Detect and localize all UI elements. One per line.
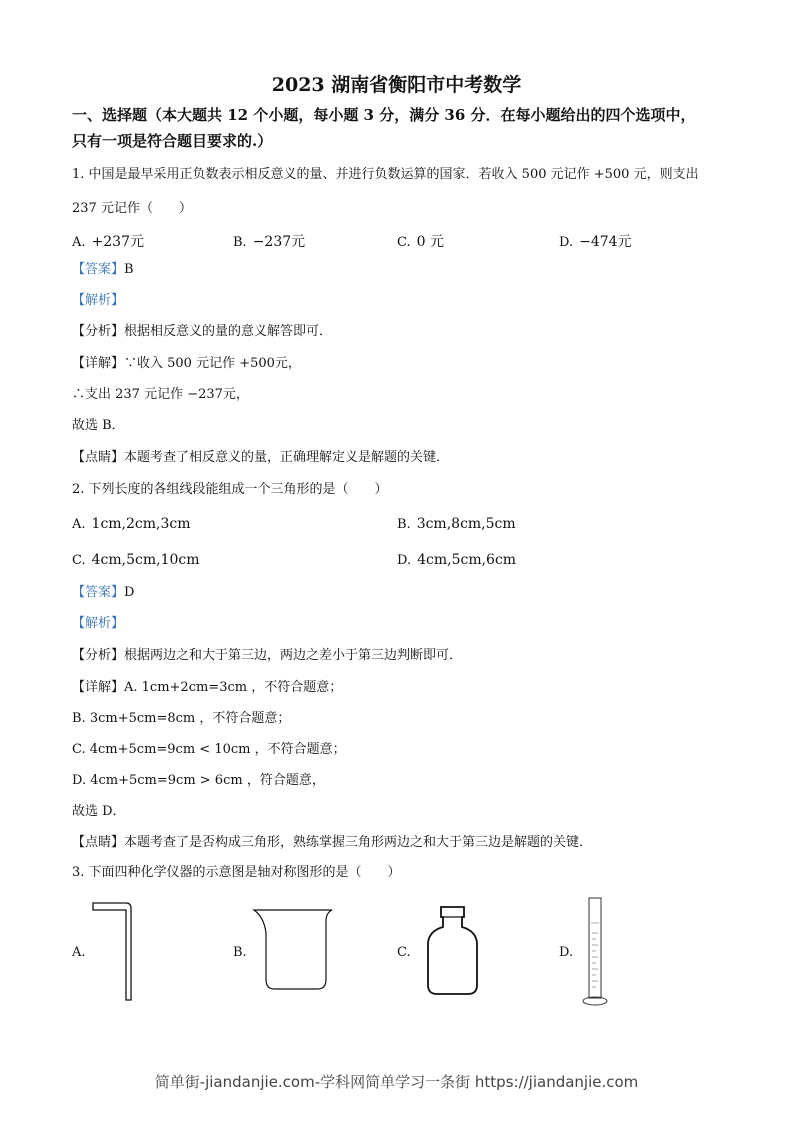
q2-option-b: B. 3cm,8cm,5cm: [397, 516, 516, 532]
q3-stem: 3. 下面四种化学仪器的示意图是轴对称图形的是（ ）: [72, 865, 401, 880]
q3-option-c-label: C.: [397, 945, 411, 960]
footer-watermark: 简单街-jiandanjie.com-学科网简单学习一条街 https://jiandanjie.com: [154, 1073, 639, 1091]
section-heading: 一、选择题（本大题共 12 个小题，每小题 3 分，满分 36 分．在每小题给出的四个选项中，: [72, 106, 696, 124]
q1-answer: 【答案】B: [72, 262, 134, 277]
section-heading-cont: 只有一项是符合题目要求的.）: [72, 132, 273, 150]
q3-option-a-label: A.: [72, 945, 86, 960]
q2-line: D. 4cm+5cm=9cm > 6cm ，符合题意，: [72, 773, 325, 788]
page-title: 2023 湖南省衡阳市中考数学: [271, 74, 522, 96]
q1-line: ∴支出 237 元记作 −237元，: [72, 387, 249, 402]
q3-option-d-label: D.: [559, 945, 574, 960]
q1-line: 【详解】∵收入 500 元记作 +500元，: [72, 356, 301, 371]
q2-option-a: A. 1cm,2cm,3cm: [72, 516, 191, 532]
q2-stem: 2. 下列长度的各组线段能组成一个三角形的是（ ）: [72, 482, 388, 497]
q2-line: 【详解】A. 1cm+2cm=3cm ，不符合题意；: [72, 680, 343, 695]
q1-line: 故选 B．: [72, 418, 125, 433]
bottle-figure: [422, 903, 484, 998]
q1-stem-cont: 237 元记作（ ）: [72, 201, 192, 216]
q3-option-b-label: B.: [233, 945, 247, 960]
q2-line: B. 3cm+5cm=8cm ，不符合题意；: [72, 711, 291, 726]
q2-answer: 【答案】D: [72, 585, 135, 600]
q2-line: C. 4cm+5cm=9cm < 10cm ，不符合题意；: [72, 742, 346, 757]
bent-tube-figure: [88, 898, 138, 1004]
beaker-figure: [250, 905, 335, 995]
q2-option-c: C. 4cm,5cm,10cm: [72, 552, 200, 568]
q1-line: 【分析】根据相反意义的量的意义解答即可．: [72, 324, 333, 339]
q2-option-d: D. 4cm,5cm,6cm: [397, 552, 517, 568]
q1-option-a: A. +237元: [72, 234, 144, 250]
q1-line: 【点睛】本题考查了相反意义的量，正确理解定义是解题的关键．: [72, 450, 450, 465]
graduated-cylinder-figure: [580, 893, 610, 1009]
q1-option-c: C. 0 元: [397, 234, 444, 250]
q2-line: 故选 D．: [72, 804, 126, 819]
q1-analysis-tag: 【解析】: [72, 293, 125, 308]
q1-option-d: D. −474元: [559, 234, 632, 250]
q2-line: 【点睛】本题考查了是否构成三角形，熟练掌握三角形两边之和大于第三边是解题的关键．: [72, 835, 593, 850]
q2-analysis-tag: 【解析】: [72, 616, 125, 631]
q1-stem: 1. 中国是最早采用正负数表示相反意义的量、并进行负数运算的国家．若收入 500 元记作 +500 元，则支出: [72, 167, 699, 182]
q1-option-b: B. −237元: [233, 234, 306, 250]
q2-line: 【分析】根据两边之和大于第三边，两边之差小于第三边判断即可．: [72, 648, 463, 663]
